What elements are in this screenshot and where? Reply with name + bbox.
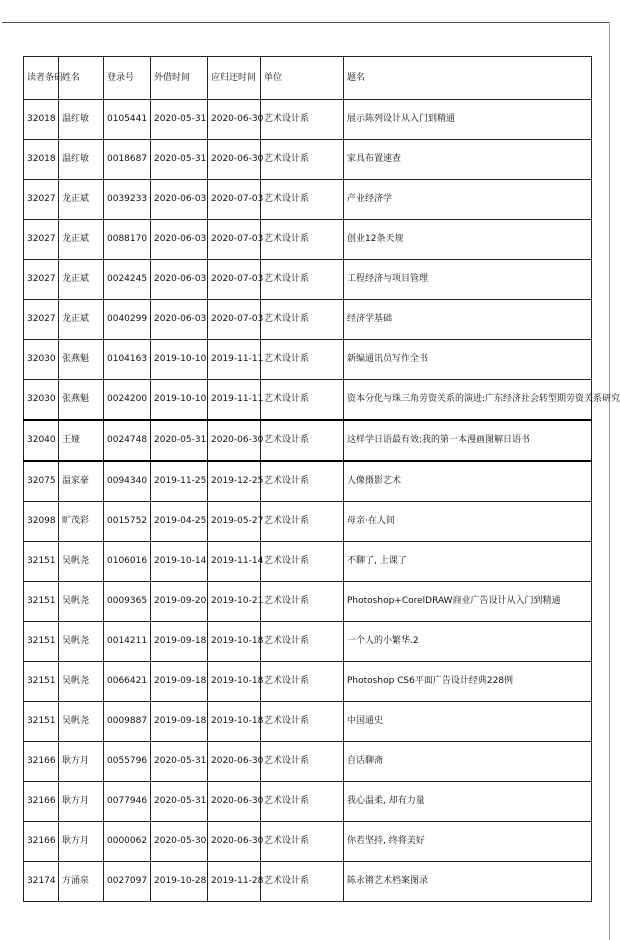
table-row xyxy=(24,461,592,502)
header-unit: 单位 xyxy=(261,57,344,100)
cell-name: 旷茂彩 xyxy=(59,502,104,542)
cell-due-date: 2020-07-03 xyxy=(208,180,261,220)
cell-reader-code: 32040 xyxy=(24,420,59,461)
cell-name: 王娅 xyxy=(59,420,104,461)
cell-unit: 艺术设计系 xyxy=(261,502,344,542)
cell-borrow-date: 2019-04-25 xyxy=(151,502,208,542)
cell-title: 一个人的小繁华.2 xyxy=(344,622,592,662)
cell-reg-no: 0094340 xyxy=(104,461,151,502)
table-row xyxy=(24,100,592,140)
cell-due-date: 2020-06-30 xyxy=(208,822,261,862)
cell-unit: 艺术设计系 xyxy=(261,742,344,782)
cell-borrow-date: 2020-06-03 xyxy=(151,260,208,300)
cell-borrow-date: 2020-06-03 xyxy=(151,220,208,260)
table-row xyxy=(24,662,592,702)
cell-name: 温家豪 xyxy=(59,461,104,502)
cell-unit: 艺术设计系 xyxy=(261,662,344,702)
cell-reg-no: 0024245 xyxy=(104,260,151,300)
cell-reader-code: 32027 xyxy=(24,300,59,340)
cell-due-date: 2019-11-11 xyxy=(208,340,261,380)
cell-title: 创业12条天规 xyxy=(344,220,592,260)
cell-due-date: 2019-11-28 xyxy=(208,862,261,902)
cell-borrow-date: 2020-05-31 xyxy=(151,782,208,822)
cell-unit: 艺术设计系 xyxy=(261,140,344,180)
cell-title: 你若坚持, 终将美好 xyxy=(344,822,592,862)
cell-name: 吴帆尧 xyxy=(59,582,104,622)
cell-borrow-date: 2020-06-03 xyxy=(151,300,208,340)
cell-reg-no: 0024748 xyxy=(104,420,151,461)
cell-due-date: 2020-06-30 xyxy=(208,742,261,782)
table-row xyxy=(24,140,592,180)
cell-due-date: 2019-10-18 xyxy=(208,662,261,702)
cell-title: 这样学日语最有效:我的第一本漫画图解日语书 xyxy=(344,420,592,461)
cell-due-date: 2019-12-25 xyxy=(208,461,261,502)
header-reader-code: 读者条码 xyxy=(24,57,59,100)
cell-name: 温红敏 xyxy=(59,140,104,180)
cell-title: 我心温柔, 却有力量 xyxy=(344,782,592,822)
cell-reg-no: 0105441 xyxy=(104,100,151,140)
cell-reader-code: 32151 xyxy=(24,582,59,622)
table-row xyxy=(24,822,592,862)
cell-name: 温红敏 xyxy=(59,100,104,140)
cell-reg-no: 0040299 xyxy=(104,300,151,340)
cell-due-date: 2020-06-30 xyxy=(208,420,261,461)
table-row xyxy=(24,542,592,582)
table-row xyxy=(24,420,592,461)
table-row xyxy=(24,742,592,782)
table-row xyxy=(24,782,592,822)
cell-reader-code: 32018 xyxy=(24,140,59,180)
cell-due-date: 2020-07-03 xyxy=(208,260,261,300)
page-top-border xyxy=(2,22,609,23)
table-row xyxy=(24,502,592,542)
cell-title: 不聊了, 上课了 xyxy=(344,542,592,582)
cell-reg-no: 0009365 xyxy=(104,582,151,622)
page-right-edge xyxy=(609,22,610,940)
cell-unit: 艺术设计系 xyxy=(261,862,344,902)
cell-borrow-date: 2020-05-31 xyxy=(151,420,208,461)
cell-title: 资本分化与珠三角劳资关系的演进:广东经济社会转型期劳资关系研究 xyxy=(344,380,592,421)
cell-unit: 艺术设计系 xyxy=(261,220,344,260)
cell-reg-no: 0015752 xyxy=(104,502,151,542)
cell-borrow-date: 2019-09-20 xyxy=(151,582,208,622)
cell-unit: 艺术设计系 xyxy=(261,180,344,220)
cell-name: 吴帆尧 xyxy=(59,622,104,662)
cell-reg-no: 0000062 xyxy=(104,822,151,862)
cell-reader-code: 32027 xyxy=(24,260,59,300)
cell-name: 吴帆尧 xyxy=(59,702,104,742)
cell-reg-no: 0104163 xyxy=(104,340,151,380)
cell-title: 家具布置速查 xyxy=(344,140,592,180)
cell-unit: 艺术设计系 xyxy=(261,420,344,461)
cell-title: 陈永锵艺术档案图录 xyxy=(344,862,592,902)
cell-reg-no: 0024200 xyxy=(104,380,151,421)
cell-reg-no: 0009887 xyxy=(104,702,151,742)
cell-reg-no: 0039233 xyxy=(104,180,151,220)
cell-due-date: 2019-10-18 xyxy=(208,622,261,662)
cell-borrow-date: 2020-05-31 xyxy=(151,140,208,180)
cell-name: 龙正斌 xyxy=(59,260,104,300)
cell-reg-no: 0018687 xyxy=(104,140,151,180)
cell-borrow-date: 2020-05-31 xyxy=(151,100,208,140)
cell-reader-code: 32151 xyxy=(24,622,59,662)
table-row xyxy=(24,380,592,421)
cell-borrow-date: 2019-09-18 xyxy=(151,622,208,662)
cell-due-date: 2019-10-21 xyxy=(208,582,261,622)
cell-reader-code: 32027 xyxy=(24,220,59,260)
cell-unit: 艺术设计系 xyxy=(261,622,344,662)
cell-reader-code: 32075 xyxy=(24,461,59,502)
cell-title: Photoshop CS6平面广告设计经典228例 xyxy=(344,662,592,702)
cell-name: 吴帆尧 xyxy=(59,542,104,582)
cell-title: 新编通讯员写作全书 xyxy=(344,340,592,380)
cell-reader-code: 32030 xyxy=(24,380,59,421)
header-title: 题名 xyxy=(344,57,592,100)
cell-name: 耿方月 xyxy=(59,742,104,782)
cell-name: 耿方月 xyxy=(59,782,104,822)
cell-name: 龙正斌 xyxy=(59,220,104,260)
table-row xyxy=(24,180,592,220)
overdue-books-table xyxy=(23,56,620,902)
cell-reader-code: 32151 xyxy=(24,702,59,742)
cell-unit: 艺术设计系 xyxy=(261,340,344,380)
table-row xyxy=(24,220,592,260)
table-header-row xyxy=(24,57,592,100)
table-body xyxy=(24,100,620,902)
cell-title: Photoshop+CorelDRAW商业广告设计从入门到精通 xyxy=(344,582,592,622)
cell-borrow-date: 2019-09-18 xyxy=(151,702,208,742)
cell-unit: 艺术设计系 xyxy=(261,100,344,140)
cell-reader-code: 32027 xyxy=(24,180,59,220)
cell-borrow-date: 2020-05-30 xyxy=(151,822,208,862)
cell-title: 产业经济学 xyxy=(344,180,592,220)
cell-name: 龙正斌 xyxy=(59,180,104,220)
cell-title: 人像摄影艺术 xyxy=(344,461,592,502)
cell-reader-code: 32018 xyxy=(24,100,59,140)
cell-reg-no: 0077946 xyxy=(104,782,151,822)
cell-reg-no: 0066421 xyxy=(104,662,151,702)
table-row xyxy=(24,702,592,742)
cell-name: 耿方月 xyxy=(59,822,104,862)
cell-reg-no: 0106016 xyxy=(104,542,151,582)
cell-reg-no: 0014211 xyxy=(104,622,151,662)
cell-borrow-date: 2019-10-10 xyxy=(151,340,208,380)
table-row xyxy=(24,260,592,300)
cell-borrow-date: 2019-10-28 xyxy=(151,862,208,902)
cell-name: 张燕魁 xyxy=(59,340,104,380)
cell-unit: 艺术设计系 xyxy=(261,461,344,502)
cell-reader-code: 32166 xyxy=(24,782,59,822)
cell-name: 龙正斌 xyxy=(59,300,104,340)
cell-reader-code: 32151 xyxy=(24,542,59,582)
header-reg-no: 登录号 xyxy=(104,57,151,100)
cell-unit: 艺术设计系 xyxy=(261,582,344,622)
cell-reader-code: 32151 xyxy=(24,662,59,702)
table-row xyxy=(24,622,592,662)
cell-title: 展示陈列设计从入门到精通 xyxy=(344,100,592,140)
cell-due-date: 2020-06-30 xyxy=(208,140,261,180)
cell-name: 张燕魁 xyxy=(59,380,104,421)
cell-title: 自话聊斋 xyxy=(344,742,592,782)
cell-unit: 艺术设计系 xyxy=(261,782,344,822)
cell-due-date: 2020-07-03 xyxy=(208,220,261,260)
cell-due-date: 2019-11-11 xyxy=(208,380,261,421)
cell-borrow-date: 2019-11-25 xyxy=(151,461,208,502)
cell-due-date: 2019-10-18 xyxy=(208,702,261,742)
cell-unit: 艺术设计系 xyxy=(261,822,344,862)
table-row xyxy=(24,300,592,340)
cell-due-date: 2020-06-30 xyxy=(208,782,261,822)
table-row xyxy=(24,862,592,902)
cell-title: 中国通史 xyxy=(344,702,592,742)
cell-name: 方涌泉 xyxy=(59,862,104,902)
table-row xyxy=(24,582,592,622)
cell-reader-code: 32174 xyxy=(24,862,59,902)
cell-due-date: 2019-11-14 xyxy=(208,542,261,582)
table-row xyxy=(24,340,592,380)
header-due-date: 应归还时间 xyxy=(208,57,261,100)
cell-borrow-date: 2019-10-10 xyxy=(151,380,208,421)
header-name: 姓名 xyxy=(59,57,104,100)
cell-title: 经济学基础 xyxy=(344,300,592,340)
cell-title: 母亲·在人间 xyxy=(344,502,592,542)
cell-reader-code: 32030 xyxy=(24,340,59,380)
cell-reg-no: 0088170 xyxy=(104,220,151,260)
cell-reg-no: 0055796 xyxy=(104,742,151,782)
cell-borrow-date: 2019-10-14 xyxy=(151,542,208,582)
cell-due-date: 2020-07-03 xyxy=(208,300,261,340)
cell-unit: 艺术设计系 xyxy=(261,300,344,340)
cell-unit: 艺术设计系 xyxy=(261,702,344,742)
cell-unit: 艺术设计系 xyxy=(261,380,344,421)
cell-reader-code: 32098 xyxy=(24,502,59,542)
cell-due-date: 2020-06-30 xyxy=(208,100,261,140)
cell-reader-code: 32166 xyxy=(24,742,59,782)
header-borrow-date: 外借时间 xyxy=(151,57,208,100)
cell-unit: 艺术设计系 xyxy=(261,542,344,582)
cell-reader-code: 32166 xyxy=(24,822,59,862)
cell-unit: 艺术设计系 xyxy=(261,260,344,300)
cell-borrow-date: 2019-09-18 xyxy=(151,662,208,702)
cell-title: 工程经济与项目管理 xyxy=(344,260,592,300)
cell-name: 吴帆尧 xyxy=(59,662,104,702)
cell-due-date: 2019-05-27 xyxy=(208,502,261,542)
cell-borrow-date: 2020-06-03 xyxy=(151,180,208,220)
cell-reg-no: 0027097 xyxy=(104,862,151,902)
cell-borrow-date: 2020-05-31 xyxy=(151,742,208,782)
